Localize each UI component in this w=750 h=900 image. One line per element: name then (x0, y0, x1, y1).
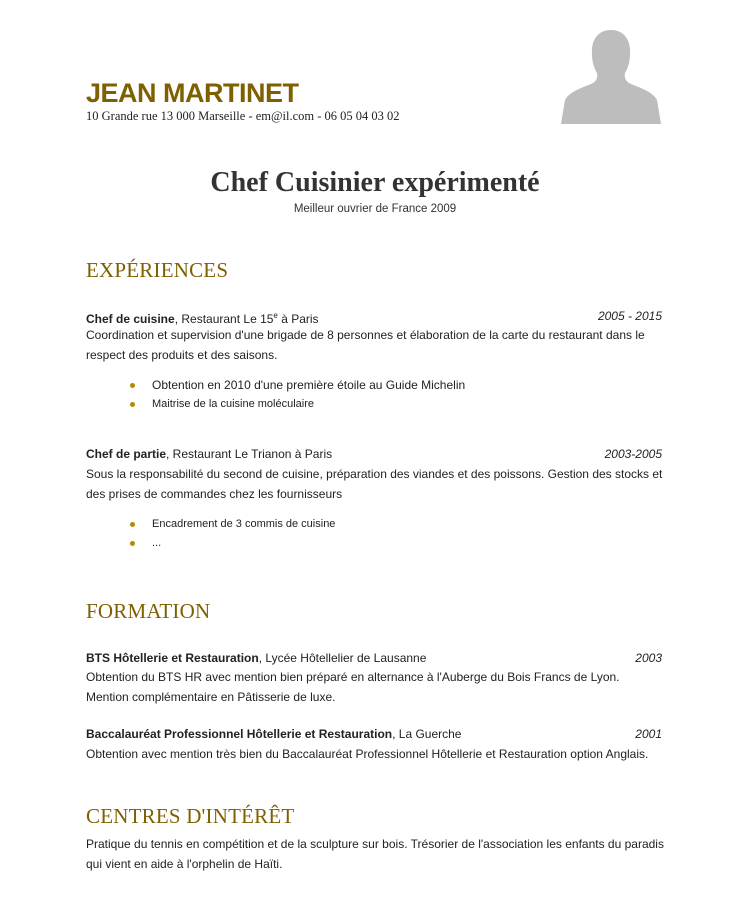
bullet-icon (130, 402, 135, 407)
formation-date: 2003 (635, 651, 662, 665)
experience-place: , Restaurant Le Trianon à Paris (166, 447, 333, 461)
bullet-icon (130, 522, 135, 527)
experience-place: , Restaurant Le 15 (174, 312, 274, 326)
list-item: Maitrise de la cuisine moléculaire (130, 395, 465, 414)
formation-date: 2001 (635, 727, 662, 741)
formation-place: , La Guerche (392, 727, 462, 741)
experience-place-end: à Paris (277, 312, 319, 326)
experience-place-sup: e (273, 311, 278, 320)
person-silhouette-icon (561, 26, 661, 124)
bullet-icon (130, 383, 135, 388)
experience-date: 2003-2005 (604, 447, 662, 461)
section-title-experiences: EXPÉRIENCES (86, 258, 229, 282)
experience-entry-header (86, 446, 662, 462)
formation-degree: BTS Hôtellerie et Restauration (86, 651, 259, 665)
experience-description: Coordination et supervision d'une brigade de 8 personnes et élaboration de la carte du restaurant dans le respect des produits et des saisons. (86, 328, 645, 362)
bullet-icon (130, 541, 135, 546)
list-item: Encadrement de 3 commis de cuisine (130, 515, 335, 534)
experience-description: Sous la responsabilité du second de cuisine, préparation des viandes et des poissons. Gestion des stocks et des prises de commandes chez les fournisseurs (86, 467, 663, 501)
formation-description: Obtention du BTS HR avec mention bien préparé en alternance à l'Auberge du Bois Francs de Lyon. Mention complémentaire en Pâtisserie de luxe. (86, 670, 620, 704)
section-title-formation: FORMATION (86, 599, 211, 623)
experience-date: 2005 - 2015 (597, 309, 662, 323)
list-item: Obtention en 2010 d'une première étoile au Guide Michelin (130, 376, 465, 395)
job-title: Chef Cuisinier expérimenté (210, 167, 540, 198)
experience-bullet-list (130, 515, 335, 553)
interests-description: Pratique du tennis en compétition et de la sculpture sur bois. Trésorier de l'association les enfants du paradis qui vient en aide à l'orphelin de Haïti. (86, 837, 664, 871)
formation-entry-header (86, 726, 662, 742)
candidate-name: JEAN MARTINET (86, 78, 299, 108)
section-title-interests: CENTRES D'INTÉRÊT (86, 804, 295, 828)
experience-role: Chef de cuisine (86, 312, 175, 326)
formation-description: Obtention avec mention très bien du Baccalauréat Professionnel Hôtellerie et Restauration option Anglais. (86, 747, 649, 761)
job-subtitle: Meilleur ouvrier de France 2009 (293, 203, 457, 215)
contact-info: 10 Grande rue 13 000 Marseille - em@il.com - 06 05 04 03 02 (86, 109, 400, 123)
list-item: ... (130, 534, 335, 553)
formation-place: , Lycée Hôtellelier de Lausanne (258, 651, 427, 665)
experience-role: Chef de partie (86, 447, 167, 461)
experience-bullet-list (130, 376, 465, 414)
formation-entry-header (86, 650, 662, 666)
formation-degree: Baccalauréat Professionnel Hôtellerie et Restauration (86, 727, 393, 741)
